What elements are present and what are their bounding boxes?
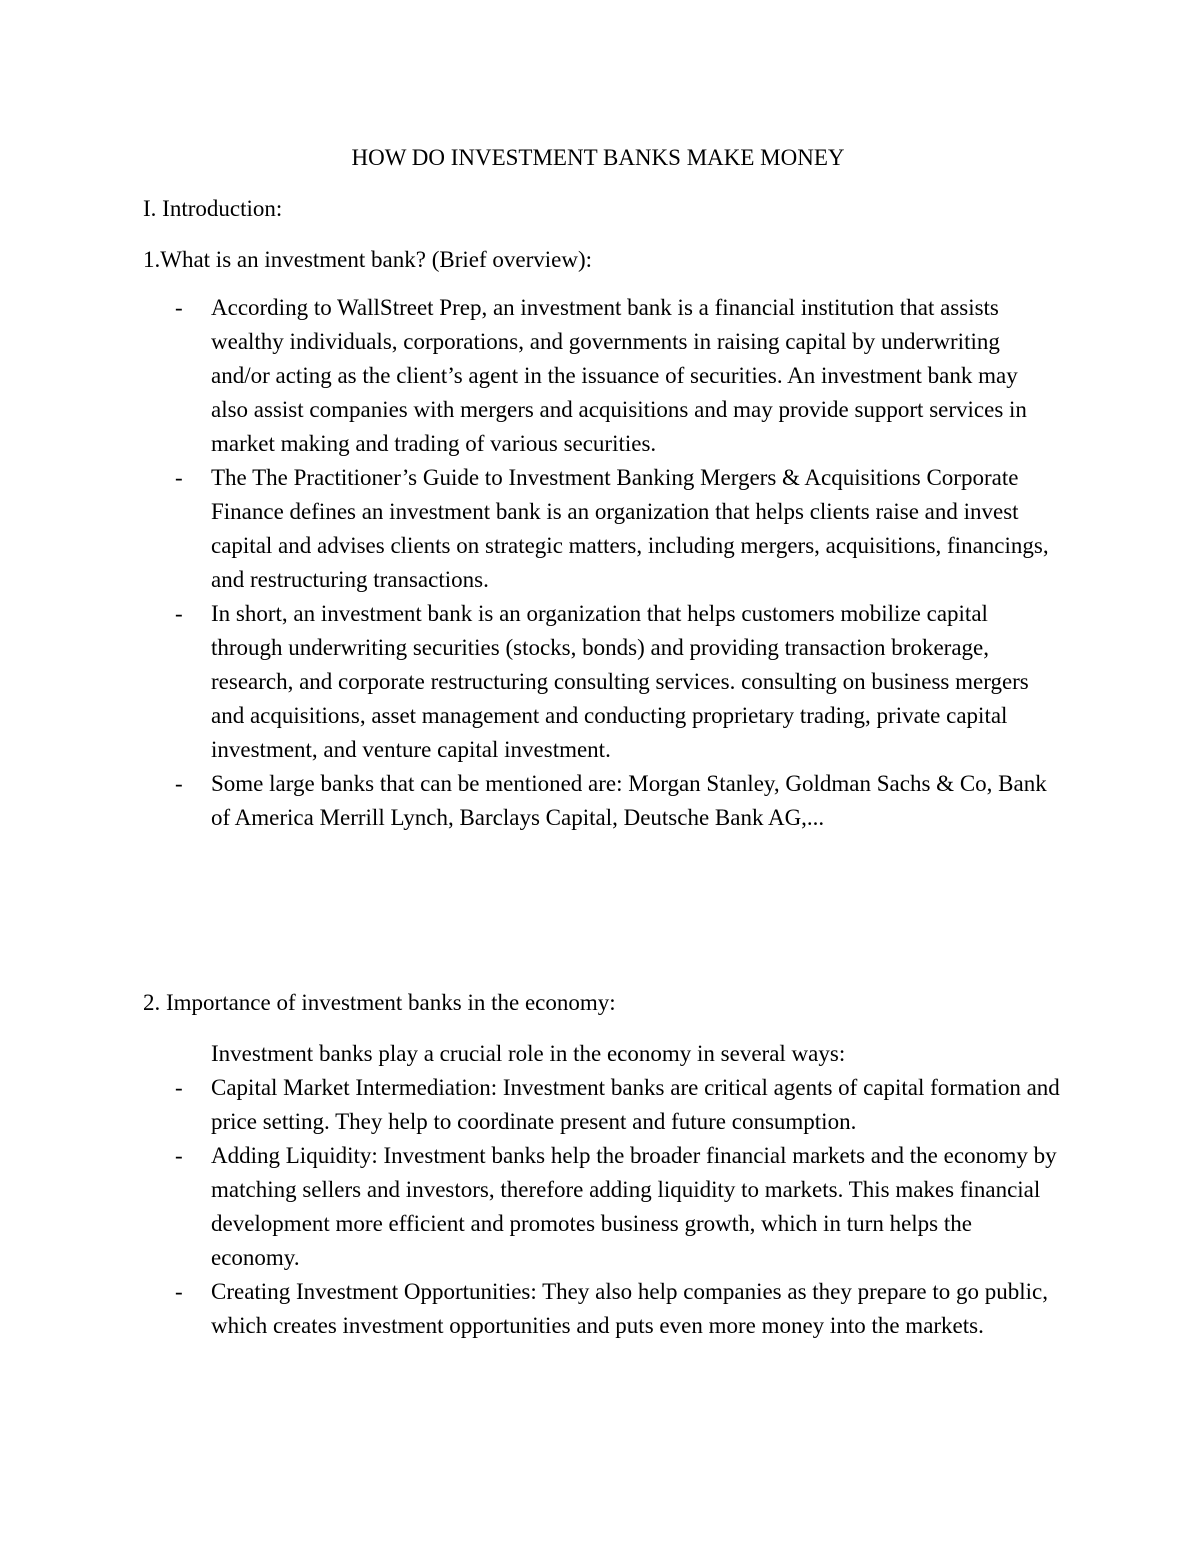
bullet-text: The The Practitioner’s Guide to Investment Banking Mergers & Acquisitions Corporate Finance defines an investment bank is an organization that helps clients raise and invest capital and advises clients on strategic matters, including mergers, acquisitions, financings, and restructuring transactions. bbox=[211, 465, 1049, 592]
section-heading-introduction: I. Introduction: bbox=[143, 196, 283, 221]
bullet-text: Adding Liquidity: Investment banks help the broader financial markets and the economy by matching sellers and investors, therefore adding liquidity to markets. This makes financial development more efficient and promotes business growth, which in turn helps the economy. bbox=[211, 1143, 1057, 1270]
bullet-marker: - bbox=[175, 1075, 183, 1100]
bullet-text: Capital Market Intermediation: Investment banks are critical agents of capital formation and price setting. They help to coordinate present and future consumption. bbox=[211, 1075, 1060, 1134]
list-item bbox=[0, 461, 1200, 597]
list-item bbox=[0, 1071, 1200, 1139]
list-item bbox=[0, 597, 1200, 767]
bullet-text: According to WallStreet Prep, an investment bank is a financial institution that assists wealthy individuals, corporations, and governments in raising capital by underwriting and/or acting as the client’s agent in the issuance of securities. An investment bank may also assist companies with mergers and acquisitions and may provide support services in market making and trading of various securities. bbox=[211, 295, 1027, 456]
list-item bbox=[0, 291, 1200, 461]
bullet-text: In short, an investment bank is an organization that helps customers mobilize capital through underwriting securities (stocks, bonds) and providing transaction brokerage, research, and corporate restructuring consulting services. consulting on business mergers and acquisitions, asset management and conducting proprietary trading, private capital investment, and venture capital investment. bbox=[211, 601, 1029, 762]
bullet-marker: - bbox=[175, 295, 183, 320]
importance-lead-text: Investment banks play a crucial role in the economy in several ways: bbox=[211, 1041, 846, 1066]
list-item bbox=[0, 767, 1200, 835]
question-heading-what-is-investment-bank: 1.What is an investment bank? (Brief overview): bbox=[143, 247, 592, 272]
definition-bullet-list bbox=[0, 291, 1200, 835]
bullet-marker: - bbox=[175, 1279, 183, 1304]
bullet-marker: - bbox=[175, 1143, 183, 1168]
bullet-text: Creating Investment Opportunities: They also help companies as they prepare to go public, which creates investment opportunities and puts even more money into the markets. bbox=[211, 1279, 1048, 1338]
bullet-marker: - bbox=[175, 465, 183, 490]
question-heading-importance: 2. Importance of investment banks in the economy: bbox=[143, 990, 616, 1015]
list-item bbox=[0, 1275, 1200, 1343]
bullet-marker: - bbox=[175, 601, 183, 626]
page-title: HOW DO INVESTMENT BANKS MAKE MONEY bbox=[351, 145, 845, 170]
bullet-marker: - bbox=[175, 771, 183, 796]
list-item bbox=[0, 1139, 1200, 1275]
importance-bullet-list bbox=[0, 1071, 1200, 1343]
bullet-text: Some large banks that can be mentioned are: Morgan Stanley, Goldman Sachs & Co, Bank of America Merrill Lynch, Barclays Capital, Deutsche Bank AG,... bbox=[211, 771, 1047, 830]
